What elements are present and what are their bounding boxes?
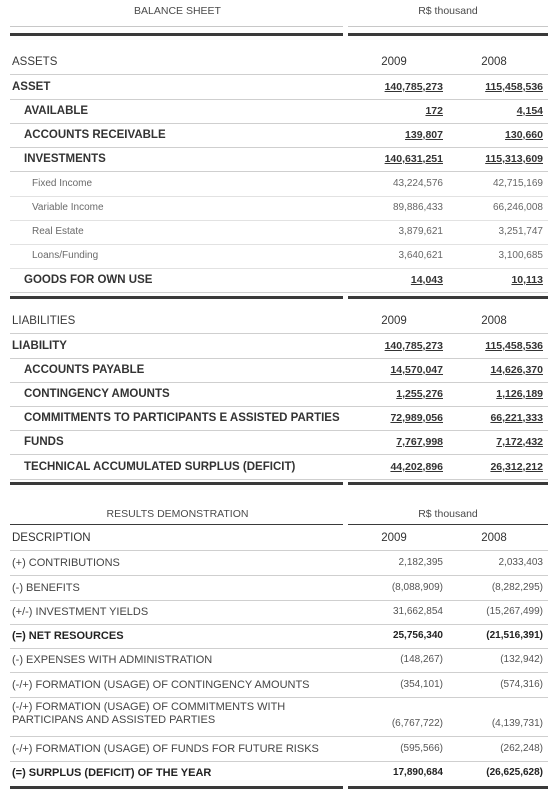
row-label: Real Estate (32, 226, 84, 237)
value-2008: (21,516,391) (486, 630, 543, 641)
year-2008: 2008 (481, 315, 507, 327)
row-label: (-/+) FORMATION (USAGE) OF FUNDS FOR FUTURE RISKS (12, 743, 319, 755)
value-2009: 2,182,395 (398, 557, 443, 568)
value-2008: 7,172,432 (496, 436, 543, 448)
divider (10, 296, 343, 299)
assets-header-row (10, 50, 548, 75)
table-row (10, 551, 548, 576)
table-row (10, 406, 548, 431)
row-label: Variable Income (32, 202, 104, 213)
value-2009: 140,785,273 (384, 340, 443, 352)
value-2008: 42,715,169 (492, 178, 543, 189)
value-2008: 115,458,536 (485, 340, 543, 352)
value-2009: 14,043 (410, 274, 443, 286)
value-2009: (8,088,909) (391, 582, 443, 593)
balance-sheet-title: BALANCE SHEET (134, 5, 221, 17)
results-unit: R$ thousand (418, 508, 478, 520)
row-label: (-) EXPENSES WITH ADMINISTRATION (12, 654, 213, 666)
table-row (10, 75, 548, 100)
row-label: COMMITMENTS TO PARTICIPANTS E ASSISTED PARTIES (24, 412, 340, 424)
table-row (10, 123, 548, 148)
value-2008: 10,113 (511, 274, 543, 286)
assets-heading: ASSETS (12, 56, 58, 68)
year-2009: 2009 (381, 532, 407, 544)
divider (348, 482, 548, 485)
liabilities-heading: LIABILITIES (12, 315, 76, 327)
unit-label: R$ thousand (418, 5, 478, 17)
table-row (10, 196, 548, 221)
divider (10, 33, 343, 36)
value-2009: 139,807 (405, 129, 443, 141)
table-row (10, 334, 548, 359)
divider (348, 296, 548, 299)
divider (10, 786, 343, 789)
row-label: (+/-) INVESTMENT YIELDS (12, 606, 149, 618)
row-label: ASSET (12, 81, 51, 93)
value-2009: 140,785,273 (384, 81, 443, 93)
row-label: Fixed Income (32, 178, 93, 189)
table-row (10, 358, 548, 383)
row-label: ACCOUNTS RECEIVABLE (24, 129, 166, 141)
liabilities-header-row (10, 309, 548, 334)
divider (348, 26, 548, 27)
row-label: FUNDS (24, 436, 64, 448)
value-2008: 115,313,609 (485, 153, 543, 165)
value-2009: 17,890,684 (392, 767, 443, 778)
table-row (10, 600, 548, 625)
value-2009: 44,202,896 (390, 461, 443, 473)
table-row (10, 737, 548, 762)
row-label: INVESTMENTS (24, 153, 106, 165)
value-2008: 4,154 (516, 105, 543, 117)
row-label: (+) CONTRIBUTIONS (12, 557, 120, 569)
value-2008: 3,251,747 (498, 226, 543, 237)
value-2009: (595,566) (400, 743, 443, 754)
value-2008: (262,248) (500, 743, 543, 754)
value-2008: (574,316) (500, 679, 543, 690)
value-2008: (4,139,731) (491, 718, 543, 729)
table-row (10, 648, 548, 673)
value-2008: 66,246,008 (492, 202, 543, 213)
table-row (10, 761, 548, 785)
value-2008: 115,458,536 (485, 81, 543, 93)
row-label: CONTINGENCY AMOUNTS (24, 388, 170, 400)
value-2008: 26,312,212 (490, 461, 543, 473)
row-label: GOODS FOR OWN USE (24, 274, 153, 286)
table-row (10, 268, 548, 293)
row-label: TECHNICAL ACCUMULATED SURPLUS (DEFICIT) (24, 461, 296, 473)
value-2009: 3,640,621 (398, 250, 443, 261)
value-2009: 72,989,056 (390, 412, 443, 424)
value-2009: 3,879,621 (398, 226, 443, 237)
table-row (10, 698, 548, 737)
row-label: AVAILABLE (24, 105, 89, 117)
results-header-row (10, 526, 548, 551)
value-2009: 25,756,340 (392, 630, 443, 641)
table-row (10, 172, 548, 197)
table-row (10, 576, 548, 601)
value-2008: 66,221,333 (490, 412, 543, 424)
row-label: Loans/Funding (32, 250, 99, 261)
value-2008: (8,282,295) (491, 582, 543, 593)
divider (348, 33, 548, 36)
table-row (10, 430, 548, 455)
row-label: (-/+) FORMATION (USAGE) OF COMMITMENTS WITH PARTICIPANS AND ASSISTED PARTIES (12, 701, 286, 726)
divider (10, 482, 343, 485)
value-2008: (26,625,628) (486, 767, 543, 778)
value-2009: 140,631,251 (384, 153, 443, 165)
year-2008: 2008 (481, 56, 507, 68)
results-title: RESULTS DEMONSTRATION (106, 508, 249, 520)
value-2009: 31,662,854 (392, 606, 443, 617)
value-2008: (132,942) (500, 654, 543, 665)
year-2009: 2009 (381, 56, 407, 68)
year-2009: 2009 (381, 315, 407, 327)
value-2009: 89,886,433 (392, 202, 443, 213)
year-2008: 2008 (481, 532, 507, 544)
divider (10, 524, 343, 525)
value-2009: 1,255,276 (396, 388, 443, 400)
value-2008: 130,660 (505, 129, 543, 141)
value-2009: 14,570,047 (390, 364, 443, 376)
value-2009: 7,767,998 (396, 436, 443, 448)
table-row (10, 382, 548, 407)
table-row (10, 244, 548, 269)
table-row (10, 147, 548, 172)
row-label: (=) NET RESOURCES (12, 630, 124, 642)
value-2009: (148,267) (400, 654, 443, 665)
table-row (10, 99, 548, 124)
divider (348, 524, 548, 525)
table-row (10, 220, 548, 245)
table-row (10, 455, 548, 480)
description-heading: DESCRIPTION (12, 532, 91, 544)
value-2009: 172 (425, 105, 443, 117)
value-2009: 43,224,576 (392, 178, 443, 189)
value-2008: 14,626,370 (490, 364, 543, 376)
divider (348, 786, 548, 789)
row-label: (-/+) FORMATION (USAGE) OF CONTINGENCY AMOUNTS (12, 679, 310, 691)
value-2009: (354,101) (400, 679, 443, 690)
value-2008: (15,267,499) (486, 606, 543, 617)
row-label: (=) SURPLUS (DEFICIT) OF THE YEAR (12, 767, 212, 779)
row-label: ACCOUNTS PAYABLE (24, 364, 145, 376)
value-2008: 3,100,685 (498, 250, 543, 261)
value-2009: (6,767,722) (391, 718, 443, 729)
row-label: LIABILITY (12, 340, 67, 352)
row-label: (-) BENEFITS (12, 582, 80, 594)
value-2008: 1,126,189 (496, 388, 543, 400)
divider (10, 26, 343, 27)
table-row (10, 673, 548, 698)
table-row (10, 624, 548, 649)
value-2008: 2,033,403 (498, 557, 543, 568)
